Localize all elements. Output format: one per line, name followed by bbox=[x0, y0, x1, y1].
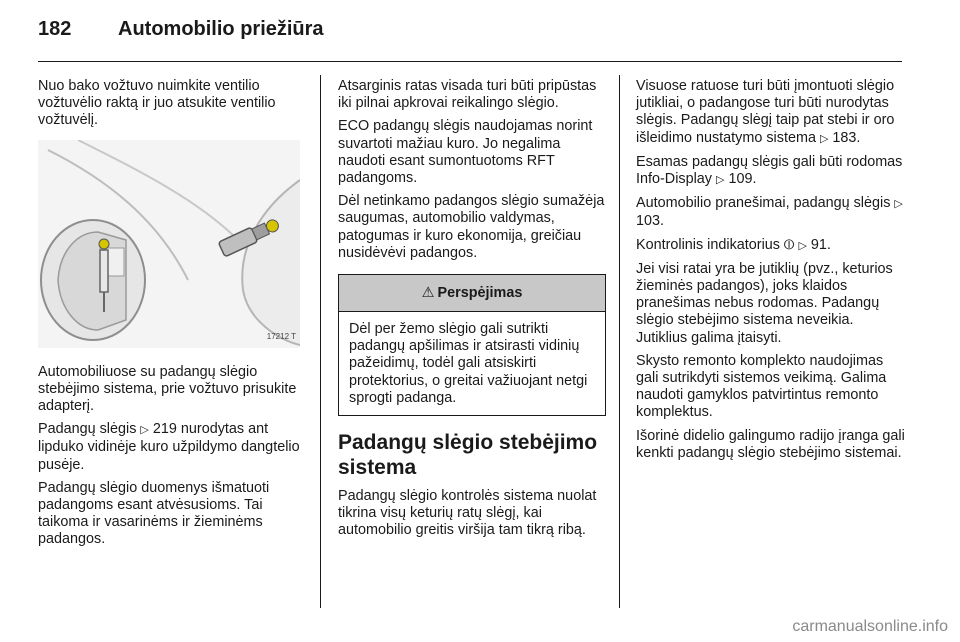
paragraph: Atsarginis ratas visada turi būti pripūstas iki pilnai apkrovai reikalingo slėgio. bbox=[338, 78, 597, 112]
header-rule bbox=[38, 61, 902, 62]
page-reference-arrow-icon: ▷ bbox=[140, 424, 149, 437]
section-title: Padangų slėgio stebėjimo sistema bbox=[338, 431, 598, 480]
paragraph: Dėl netinkamo padangos slėgio sumažėja saugumas, automobilio valdymas, patogumas ir kuro ekonomija, greičiau nusidėvėvi padangos. bbox=[338, 193, 605, 261]
paragraph: Automobiliuose su padangų slėgio stebėjimo sistema, prie vožtuvo prisukite adapterį. bbox=[38, 363, 297, 415]
figure-label: 17212 T bbox=[266, 332, 296, 342]
tyre-pressure-indicator-icon: ⦶ bbox=[783, 236, 795, 253]
page-reference: 103. bbox=[636, 213, 665, 230]
warning-header bbox=[339, 275, 605, 312]
paragraph: ECO padangų slėgis naudojamas norint suvartoti mažiau kuro. Jo negalima naudoti esant sumontuotoms RFT padangoms. bbox=[338, 118, 593, 187]
watermark: carmanualsonline.info bbox=[792, 618, 948, 635]
warning-text: Dėl per žemo slėgio gali sutrikti padangų apšilimas ir atsirasti vidinių pažeidimų, todėl gali atsiskirti protektorius, o greitai važiuojant netgi sprogti padanga. bbox=[349, 321, 588, 406]
paragraph: Visuose ratuose turi būti įmontuoti slėgio jutikliai, o padangose turi būti nurodytas slėgis. Padangų slėgį taip pat stebi ir oro išleidimo nustatymo sistema ▷ 183. bbox=[636, 78, 895, 146]
paragraph: Kontrolinis indikatorius ⦶ ▷ 91. bbox=[636, 236, 831, 253]
page-reference-arrow-icon: ▷ bbox=[715, 174, 725, 187]
valve-adapter-drawing bbox=[38, 140, 300, 348]
page-reference: 109. bbox=[728, 171, 757, 188]
paragraph: Padangų slėgio kontrolės sistema nuolat tikrina visų keturių ratų slėgį, kai automobilio greitis viršija tam tikrą ribą. bbox=[338, 488, 597, 539]
valve-adapter-illustration bbox=[38, 140, 300, 348]
column-1 bbox=[38, 78, 308, 555]
page-reference: 91. bbox=[810, 236, 831, 253]
column-3 bbox=[636, 78, 906, 468]
page-reference: 219 bbox=[152, 421, 177, 438]
column-2 bbox=[338, 78, 606, 546]
warning-title: Perspėjimas bbox=[437, 285, 523, 302]
paragraph: Išorinė didelio galingumo radijo įranga gali kenkti padangų slėgio stebėjimo sistemai. bbox=[636, 427, 905, 461]
warning-triangle-icon: ⚠ bbox=[421, 285, 435, 302]
page-number: 182 bbox=[38, 18, 72, 40]
column-divider-1 bbox=[320, 75, 321, 608]
warning-box bbox=[338, 274, 606, 416]
paragraph: Esamas padangų slėgis gali būti rodomas Info-Display ▷ 109. bbox=[636, 153, 903, 188]
page-reference-arrow-icon: ▷ bbox=[798, 239, 807, 252]
paragraph: Padangų slėgio duomenys išmatuoti padangoms esant atvėsusioms. Tai taikoma ir vasarinėms ir žieminėms padangos. bbox=[38, 479, 270, 548]
chapter-title: Automobilio priežiūra bbox=[118, 18, 324, 40]
paragraph: Skysto remonto komplekto naudojimas gali sutrikdyti sistemos veikimą. Galima naudoti gamyklos patvirtintus remonto komplektus. bbox=[636, 352, 887, 421]
column-divider-2 bbox=[619, 75, 620, 608]
page-reference-arrow-icon: ▷ bbox=[894, 198, 903, 211]
paragraph: Nuo bako vožtuvo nuimkite ventilio vožtuvėlio raktą ir juo atsukite ventilio vožtuvėlį. bbox=[38, 78, 276, 129]
paragraph: Automobilio pranešimai, padangų slėgis ▷ 103. bbox=[636, 195, 903, 230]
paragraph: Padangų slėgis ▷ 219 nurodytas ant lipduko vidinėje kuro užpildymo dangtelio pusėje. bbox=[38, 421, 300, 473]
paragraph: Jei visi ratai yra be jutiklių (pvz., keturios žieminės padangos), joks klaidos pranešimas nebus rodomas. Padangų slėgio stebėjimo sistema neveikia. Jutiklius galima įtaisyti. bbox=[636, 260, 893, 346]
page-reference-arrow-icon: ▷ bbox=[819, 132, 829, 145]
page-reference: 183. bbox=[832, 129, 861, 146]
